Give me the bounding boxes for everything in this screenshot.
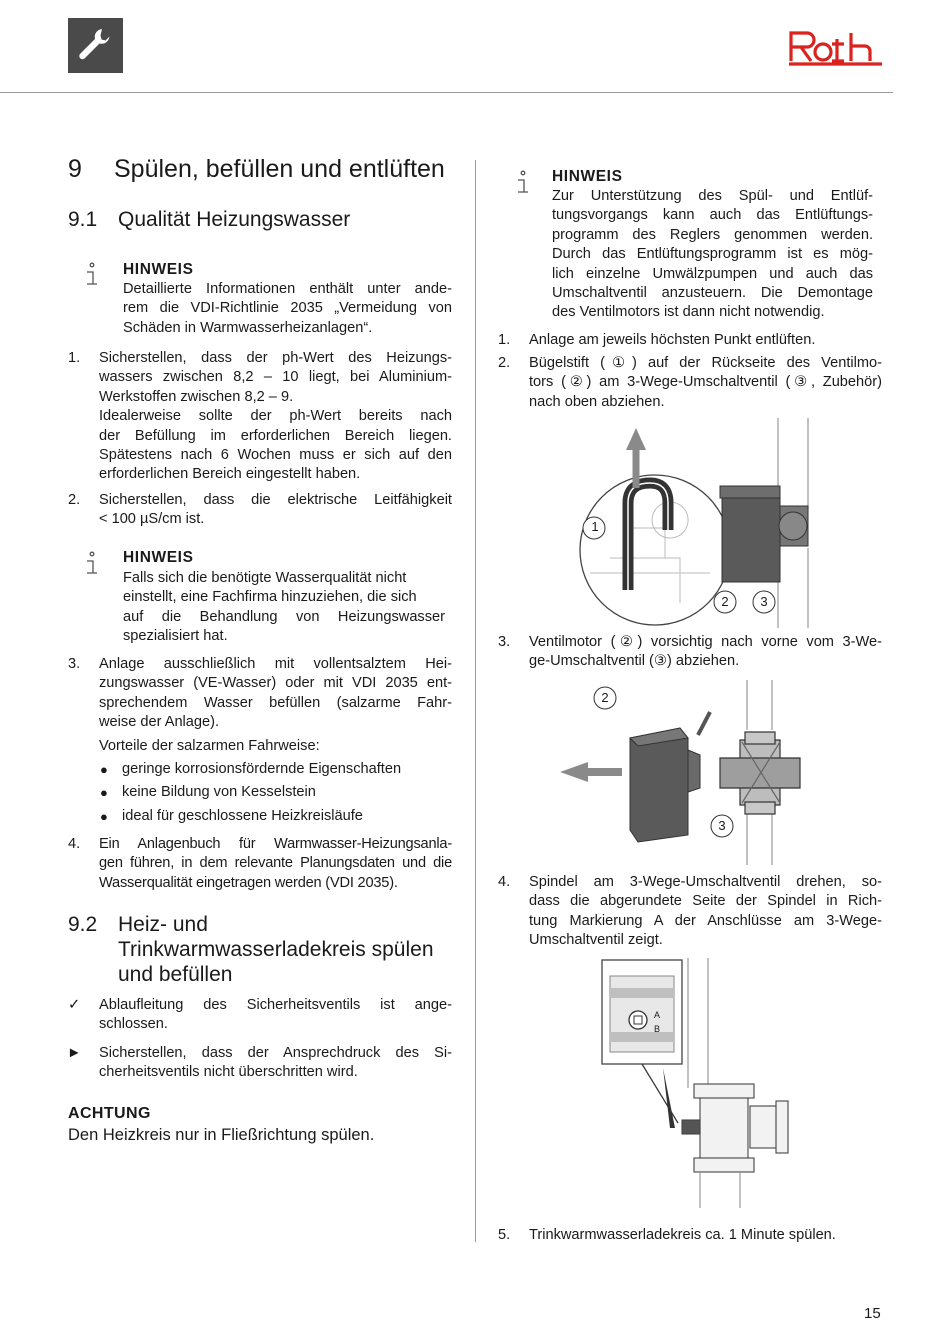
step-line: der Befüllung im erforderlichen Bereich liegen. [99, 427, 452, 444]
step-line: Anlage ausschließlich mit vollentsalztem Hei- [99, 656, 452, 672]
roth-logo [787, 27, 884, 67]
action-text [99, 1044, 452, 1083]
step-text [99, 491, 452, 530]
note-text [552, 187, 873, 323]
text-line: cherheitsventils nicht überschritten wird. [99, 1064, 358, 1081]
step-line: Idealerweise sollte der ph-Wert bereits nach [99, 408, 452, 425]
info-icon [82, 551, 100, 577]
section-title: Spülen, befüllen und entlüften [114, 155, 445, 183]
step-line: Sicherstellen, dass die elektrische Leitfähigkeit [99, 492, 452, 508]
step-number: 1. [68, 350, 81, 366]
subsection-number: 9.1 [68, 208, 98, 231]
note-line: programm des Reglers genommen werden. [552, 226, 873, 243]
bullet-text: ideal für geschlossene Heizkreisläufe [122, 808, 363, 824]
subsection-title: Qualität Heizungswasser [118, 208, 351, 231]
subsection-heading [68, 912, 434, 986]
note-text [123, 569, 445, 647]
callout-2: 2 [721, 594, 729, 609]
step-line: Ventilmotor (②) vorsichtig nach vorne vom 3-We- [529, 634, 882, 650]
note-line: rem die VDI-Richtlinie 2035 „Vermeidung von [123, 300, 452, 317]
figure-remove-motor [550, 680, 850, 865]
step-text: Anlage am jeweils höchsten Punkt entlüften. [529, 332, 816, 348]
bullet-text: keine Bildung von Kesselstein [122, 784, 316, 800]
note-line: einstellt, eine Fachfirma hinzuziehen, die sich [123, 589, 417, 606]
step-text [529, 873, 882, 951]
subsection-heading [68, 207, 351, 232]
header-tool-badge [68, 18, 123, 73]
callout-2: 2 [601, 690, 609, 705]
marking-a: A [654, 1010, 661, 1020]
section-heading [68, 155, 445, 184]
title-line: und befüllen [118, 963, 233, 986]
note-line: Zur Unterstützung des Spül- und Entlüf- [552, 188, 873, 204]
step-line: dass die abgerundete Seite der Spindel in Rich- [529, 893, 882, 910]
title-line: Trinkwarmwasserladekreis spülen [118, 938, 434, 961]
figure-spindle [600, 958, 790, 1208]
step-line: Wasserqualität eingetragen werden (VDI 2035). [99, 874, 398, 891]
step-line: gen führen, in dem relevante Planungsdaten und die [99, 855, 452, 872]
callout-3: 3 [760, 594, 768, 609]
wrench-icon [68, 18, 123, 73]
callout-3: 3 [718, 818, 726, 833]
bullet: ● [100, 809, 108, 824]
step-line: erforderlichen Bereich eingestellt haben. [99, 466, 361, 483]
step-number: 5. [498, 1227, 511, 1243]
note-line: lich einzelne Umwälzpumpen und auch das [552, 265, 873, 282]
note-text [123, 280, 452, 338]
advantages-title: Vorteile der salzarmen Fahrweise: [99, 738, 320, 754]
subsection-number: 9.2 [68, 913, 98, 936]
warning-text: Den Heizkreis nur in Fließrichtung spülen. [68, 1126, 375, 1144]
step-number: 3. [68, 656, 81, 672]
step-line: Spätestens nach 6 Wochen muss er sich auf den [99, 447, 452, 464]
step-line: Spindel am 3-Wege-Umschaltventil drehen, so- [529, 874, 882, 890]
step-text [529, 354, 882, 412]
note-title: HINWEIS [123, 261, 194, 278]
step-line: Umschaltventil zeigt. [529, 932, 663, 949]
note-line: des Ventilmotors ist dann nicht notwendig. [552, 304, 825, 321]
marking-b: B [654, 1024, 661, 1034]
precondition-text [99, 996, 452, 1035]
note-line: Falls sich die benötigte Wasserqualität nicht [123, 570, 407, 586]
note-line: Umschaltventil anzusteuern. Die Demontage [552, 285, 873, 302]
step-text [99, 835, 452, 893]
info-icon [82, 262, 100, 288]
callout-1: 1 [591, 519, 599, 534]
step-number: 2. [498, 355, 511, 371]
subsection-title [118, 912, 434, 987]
step-line: Werkstoffen zwischen 8,2 – 9. [99, 388, 294, 405]
note-title: HINWEIS [552, 168, 623, 185]
step-line: Ein Anlagenbuch für Warmwasser-Heizungsanla- [99, 836, 452, 852]
text-line: schlossen. [99, 1016, 168, 1033]
note-line: Detaillierte Informationen enthält unter ande- [123, 281, 452, 297]
step-number: 3. [498, 634, 511, 650]
step-text: Trinkwarmwasserladekreis ca. 1 Minute spülen. [529, 1227, 836, 1243]
info-icon [513, 170, 531, 196]
step-line: tors (②) am 3-Wege-Umschaltventil (③, Zubehör) [529, 374, 882, 391]
note-line: tungsvorgangs kann auch das Entlüftungs- [552, 207, 873, 224]
step-line: zungswasser (VE-Wasser) oder mit VDI 2035 ent- [99, 675, 452, 692]
column-divider [475, 160, 476, 1242]
step-text [99, 655, 452, 733]
step-number: 2. [68, 492, 81, 508]
step-line: weise der Anlage). [99, 714, 220, 731]
step-number: 4. [498, 874, 511, 890]
note-line: spezialisiert hat. [123, 628, 228, 645]
note-line: auf die Behandlung von Heizungswasser [123, 608, 445, 625]
warning-title: ACHTUNG [68, 1105, 151, 1122]
bullet-text: geringe korrosionsfördernde Eigenschaften [122, 761, 402, 777]
step-line: tung Markierung A der Anschlüsse am 3-Wege- [529, 912, 882, 929]
text-line: Sicherstellen, dass der Ansprechdruck des Si- [99, 1045, 452, 1061]
header-rule [0, 92, 893, 93]
note-line: Schäden in Warmwasserheizanlagen“. [123, 319, 373, 336]
step-number: 4. [68, 836, 81, 852]
page-number: 15 [864, 1305, 881, 1322]
step-line: Sicherstellen, dass der ph-Wert des Heizungs- [99, 350, 452, 366]
note-line: Durch das Entlüftungsprogramm ist es mög- [552, 246, 873, 263]
action-arrow: ► [67, 1045, 82, 1061]
section-number: 9 [68, 155, 82, 183]
step-line: sprechendem Wasser befüllen (salzarme Fahr- [99, 694, 452, 711]
text-line: Ablaufleitung des Sicherheitsventils ist ange- [99, 997, 452, 1013]
step-line: nach oben abziehen. [529, 393, 665, 410]
bullet: ● [100, 762, 108, 777]
check-mark: ✓ [68, 997, 81, 1013]
step-line: wassers zwischen 8,2 – 10 liegt, bei Aluminium- [99, 369, 452, 386]
bullet: ● [100, 785, 108, 800]
step-number: 1. [498, 332, 511, 348]
step-line: Bügelstift (①) auf der Rückseite des Ventilmo- [529, 355, 882, 371]
step-line: ge-Umschaltventil (③) abziehen. [529, 653, 740, 670]
note-title: HINWEIS [123, 549, 194, 566]
step-line: < 100 µS/cm ist. [99, 511, 205, 528]
step-text [529, 633, 882, 672]
title-line: Heiz- und [118, 913, 208, 936]
step-text [99, 349, 452, 485]
